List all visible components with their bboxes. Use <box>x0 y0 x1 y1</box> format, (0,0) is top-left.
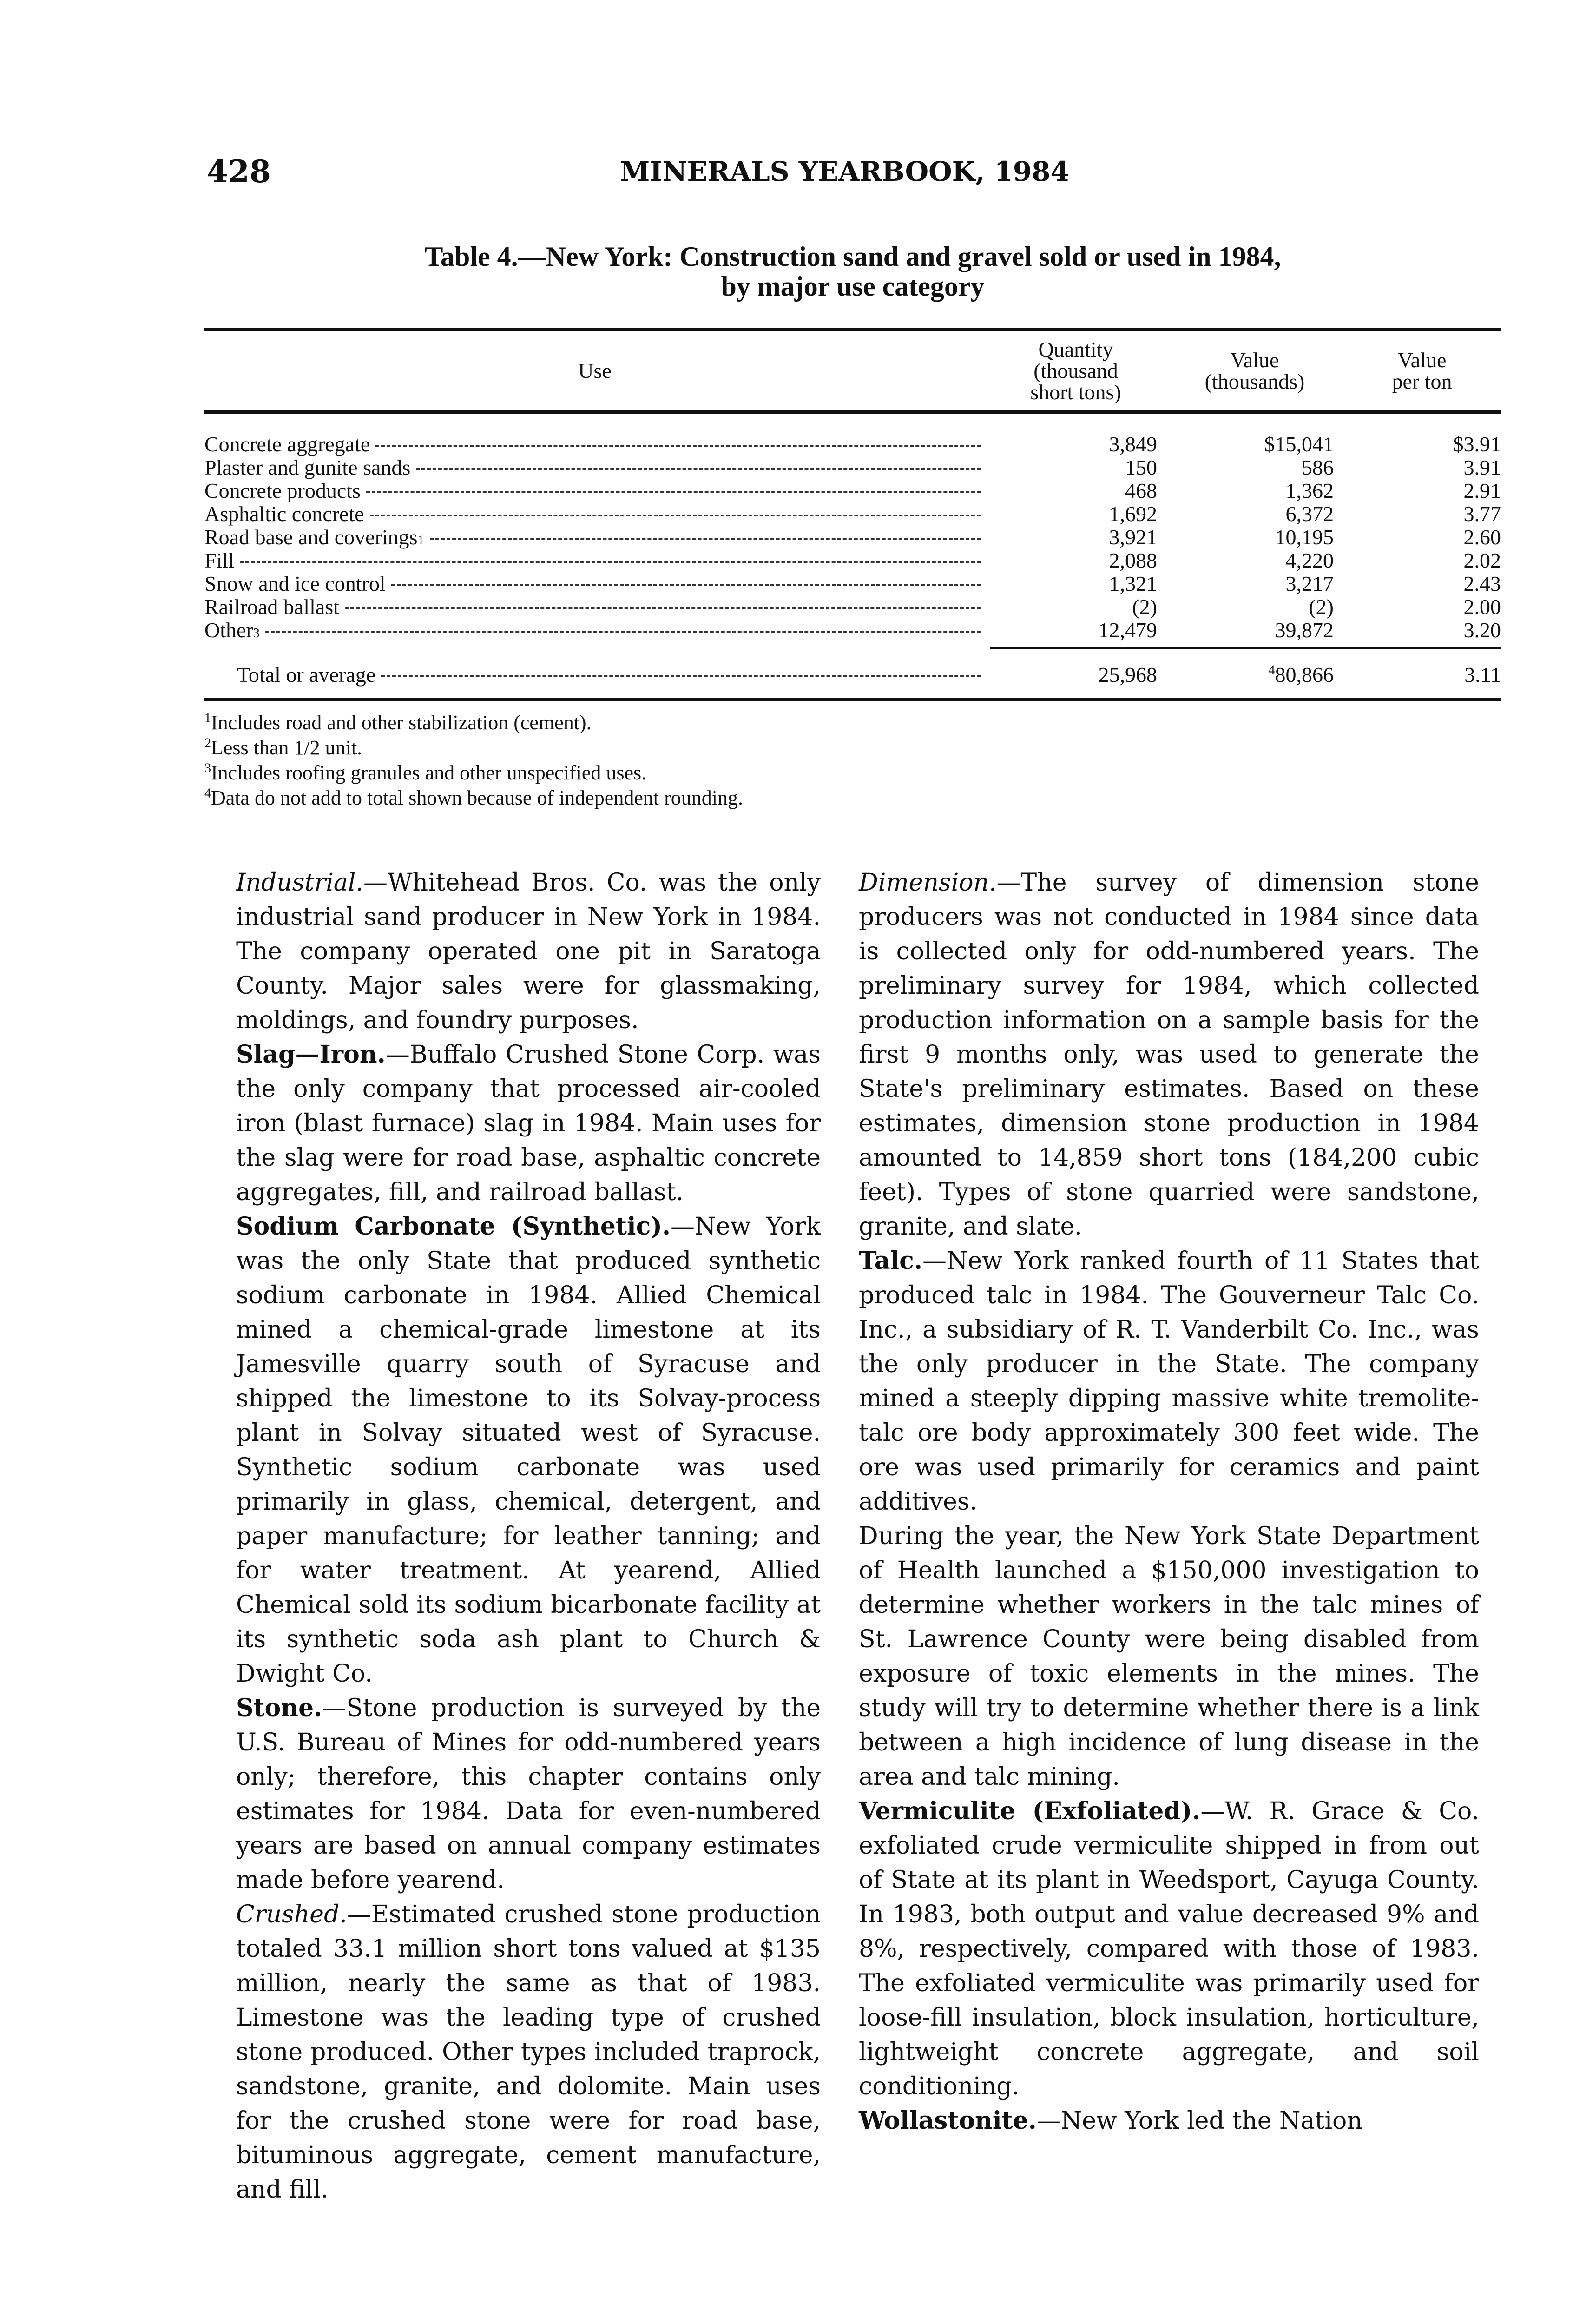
dot-leader <box>345 607 981 609</box>
text-column-right <box>859 865 1479 2138</box>
row-per-ton: 2.60 <box>1463 525 1501 549</box>
footnotes <box>204 710 1501 811</box>
paragraph-text: —Stone production is surveyed by the U.S. Bureau of Mines for odd-numbered years only; therefore, this chapter contains only estimates for 1984. Data for even-numbered years are based on annual company estimates made before yearend. <box>236 1694 821 1894</box>
row-value: 6,372 <box>1285 502 1334 526</box>
paragraph-text: During the year, the New York State Department of Health launched a $150,000 investigation to determine whether workers in the talc mines of St. Lawrence County were being disabled from exposure of toxic elements in the mines. The study will try to determine whether there is a link between a high incidence of lung disease in the area and talc mining. <box>859 1522 1479 1791</box>
row-use-label: Fill <box>204 548 234 572</box>
row-use <box>204 549 985 572</box>
row-value: (2) <box>1309 595 1334 619</box>
table-row <box>204 456 1501 479</box>
row-use <box>204 433 985 456</box>
table-row <box>204 502 1501 526</box>
table-header <box>204 331 1501 410</box>
row-use <box>204 479 985 502</box>
row-quantity: 150 <box>1125 456 1157 479</box>
bottom-rule <box>204 698 1501 701</box>
table-row <box>204 595 1501 619</box>
paragraph-text: —New York was the only State that produced synthetic sodium carbonate in 1984. Allied Chemical mined a chemical-grade limestone at its Jamesville quarry south of Syracuse and shipped the limestone to its Solvay-process plant in Solvay situated west of Syracuse. Synthetic sodium carbonate was used primarily in glass, chemical, detergent, and paper manufacture; for leather tanning; and for water treatment. At yearend, Allied Chemical sold its sodium bicarbonate facility at its synthetic soda ash plant to Church & Dwight Co. <box>236 1213 821 1688</box>
row-use <box>204 572 985 595</box>
paragraph <box>859 1244 1479 1519</box>
header-text: short tons) <box>1030 380 1121 404</box>
paragraph-text: —New York ranked fourth of 11 States that produced talc in 1984. The Gouverneur Talc Co. Inc., a subsidiary of R. T. Vanderbilt Co. Inc., was the only producer in the State. The company mined a steeply dipping massive white tremolite-talc ore body approximately 300 feet wide. The ore was used primarily for ceramics and paint additives. <box>859 1247 1479 1516</box>
paragraph <box>859 1519 1479 1794</box>
footnote-mark: 1 <box>204 711 211 726</box>
row-use-label: Road base and coverings <box>204 525 418 549</box>
table-row <box>204 479 1501 502</box>
row-quantity: 468 <box>1125 479 1157 502</box>
paragraph-heading: Crushed. <box>236 1901 347 1928</box>
row-use <box>204 502 985 526</box>
paragraph <box>236 1209 821 1691</box>
paragraph-heading: Wollastonite. <box>859 2106 1037 2135</box>
paragraph-text: —W. R. Grace & Co. exfoliated crude vermiculite shipped in from out of State at its plant in Weedsport, Cayuga County. In 1983, both output and value decreased 9% and 8%, respectively, compared with those of 1983. The exfoliated vermiculite was primarily used for loose-fill insulation, block insulation, horticulture, lightweight concrete aggregate, and soil conditioning. <box>859 1797 1479 2100</box>
row-quantity: 2,088 <box>1109 548 1157 572</box>
footnote-text: Includes road and other stabilization (cement). <box>211 711 592 734</box>
row-quantity: 3,849 <box>1109 432 1157 456</box>
dot-leader <box>381 675 981 677</box>
dot-leader <box>416 468 981 470</box>
header-text: per ton <box>1392 370 1452 393</box>
footnote-text: Data do not add to total shown because of independent rounding. <box>211 786 743 809</box>
header-rule <box>204 410 1501 414</box>
paragraph <box>859 1794 1479 2104</box>
paragraph <box>236 1897 821 2207</box>
footnote-mark: 4 <box>204 786 211 801</box>
footnote-mark: 3 <box>204 761 211 776</box>
row-use-label: Concrete products <box>204 479 361 502</box>
row-per-ton: 2.91 <box>1463 479 1501 502</box>
dot-leader <box>265 631 981 633</box>
dot-leader <box>366 491 981 493</box>
table-title-line: Table 4.—New York: Construction sand and gravel sold or used in 1984, <box>424 241 1281 272</box>
footnote <box>204 786 1501 811</box>
paragraph-heading: Stone. <box>236 1694 322 1722</box>
row-quantity: 1,321 <box>1109 572 1157 595</box>
table-title-line: by major use category <box>721 271 985 302</box>
footnote-text: Includes roofing granules and other unspecified uses. <box>211 761 647 784</box>
page-number: 428 <box>207 153 271 190</box>
row-quantity: 1,692 <box>1109 502 1157 526</box>
row-value: 1,362 <box>1285 479 1334 502</box>
row-per-ton: $3.91 <box>1453 432 1501 456</box>
table-title <box>204 242 1501 301</box>
footnote-mark: 4 <box>1268 663 1275 678</box>
header-value-per-ton <box>1343 350 1501 392</box>
row-per-ton: 3.20 <box>1463 618 1501 642</box>
header-quantity <box>985 339 1166 403</box>
sum-rule <box>990 647 1501 649</box>
row-use: Other 3 <box>204 619 985 642</box>
table-row <box>204 526 1501 549</box>
row-quantity: 25,968 <box>1098 663 1157 687</box>
table-row-total <box>204 663 1501 687</box>
row-value <box>1166 663 1343 687</box>
row-per-ton: 3.11 <box>1464 663 1501 687</box>
row-value: 39,872 <box>1275 618 1334 642</box>
dot-leader <box>240 561 981 563</box>
footnote <box>204 735 1501 760</box>
row-value: 10,195 <box>1275 525 1334 549</box>
header-text: Value <box>1230 348 1279 372</box>
text-column-left <box>236 865 821 2207</box>
table-row <box>204 572 1501 595</box>
row-use-label: Concrete aggregate <box>204 432 370 456</box>
paragraph-text: —Whitehead Bros. Co. was the only industrial sand producer in New York in 1984. The company operated one pit in Saratoga County. Major sales were for glassmaking, moldings, and foundry purposes. <box>236 869 821 1034</box>
row-per-ton: 2.43 <box>1463 572 1501 595</box>
header-text: (thousands) <box>1204 370 1305 393</box>
table-row <box>204 619 1501 642</box>
row-value: 3,217 <box>1285 572 1334 595</box>
paragraph-heading: Vermiculite (Exfoliated). <box>859 1797 1201 1825</box>
data-table <box>204 328 1501 811</box>
row-quantity: 12,479 <box>1098 618 1157 642</box>
row-use-label: Snow and ice control <box>204 572 386 595</box>
row-use-label: Railroad ballast <box>204 595 339 619</box>
row-use-label: Asphaltic concrete <box>204 502 364 526</box>
paragraph <box>236 865 821 1037</box>
paragraph-text: —Estimated crushed stone production totaled 33.1 million short tons valued at $135 million, nearly the same as that of 1983. Limestone was the leading type of crushed stone produced. Other types included traprock, sandstone, granite, and dolomite. Main uses for the crushed stone were for road base, bituminous aggregate, cement manufacture, and fill. <box>236 1901 821 2204</box>
paragraph <box>236 1691 821 1897</box>
row-use-label: Plaster and gunite sands <box>204 456 411 479</box>
header-value <box>1166 350 1343 392</box>
paragraph <box>859 2104 1479 2138</box>
dot-leader <box>430 538 981 540</box>
dot-leader <box>370 515 981 516</box>
row-use-label: Total or average <box>237 663 376 687</box>
paragraph <box>859 865 1479 1244</box>
row-use <box>204 456 985 479</box>
table-row <box>204 549 1501 572</box>
row-per-ton: 2.00 <box>1463 595 1501 619</box>
row-per-ton: 2.02 <box>1463 548 1501 572</box>
row-per-ton: 3.91 <box>1463 456 1501 479</box>
footnote <box>204 760 1501 786</box>
row-use <box>204 595 985 619</box>
paragraph <box>236 1037 821 1209</box>
value-text: 80,866 <box>1275 663 1334 687</box>
paragraph-text: —New York led the Nation <box>1036 2107 1362 2135</box>
table-row <box>204 433 1501 456</box>
dot-leader <box>391 584 981 586</box>
paragraph-heading: Talc. <box>859 1247 922 1275</box>
header-text: Value <box>1397 348 1447 372</box>
row-use: Road base and coverings 1 <box>204 526 985 549</box>
row-use-label: Other <box>204 618 253 642</box>
header-text: (thousand <box>1033 359 1118 383</box>
header-text: Quantity <box>1038 337 1113 361</box>
running-title: MINERALS YEARBOOK, 1984 <box>620 156 1069 187</box>
footnote-mark: 2 <box>204 736 211 751</box>
top-rule <box>204 328 1501 331</box>
row-value: $15,041 <box>1264 432 1334 456</box>
dot-leader <box>375 445 981 447</box>
paragraph-heading: Sodium Carbonate (Synthetic). <box>236 1212 671 1241</box>
footnote <box>204 710 1501 735</box>
paragraph-text: —Buffalo Crushed Stone Corp. was the only company that processed air-cooled iron (blast furnace) slag in 1984. Main uses for the slag were for road base, asphaltic concrete aggregates, fill, and railroad ballast. <box>236 1041 821 1206</box>
row-use <box>204 663 985 687</box>
row-per-ton: 3.77 <box>1463 502 1501 526</box>
paragraph-heading: Industrial. <box>236 869 364 897</box>
paragraph-heading: Slag—Iron. <box>236 1040 386 1069</box>
row-quantity: 3,921 <box>1109 525 1157 549</box>
paragraph-text: —The survey of dimension stone producers was not conducted in 1984 since data is collected only for odd-numbered years. The preliminary survey for 1984, which collected production information on a sample basis for the first 9 months only, was used to generate the State's preliminary estimates. Based on these estimates, dimension stone production in 1984 amounted to 14,859 short tons (184,200 cubic feet). Types of stone quarried were sandstone, granite, and slate. <box>859 869 1479 1241</box>
row-value: 586 <box>1302 456 1334 479</box>
header-use: Use <box>578 359 612 383</box>
row-value: 4,220 <box>1285 548 1334 572</box>
paragraph-heading: Dimension. <box>859 869 997 897</box>
row-quantity: (2) <box>1132 595 1157 619</box>
table-body <box>204 414 1501 642</box>
footnote-text: Less than 1/2 unit. <box>211 736 362 759</box>
